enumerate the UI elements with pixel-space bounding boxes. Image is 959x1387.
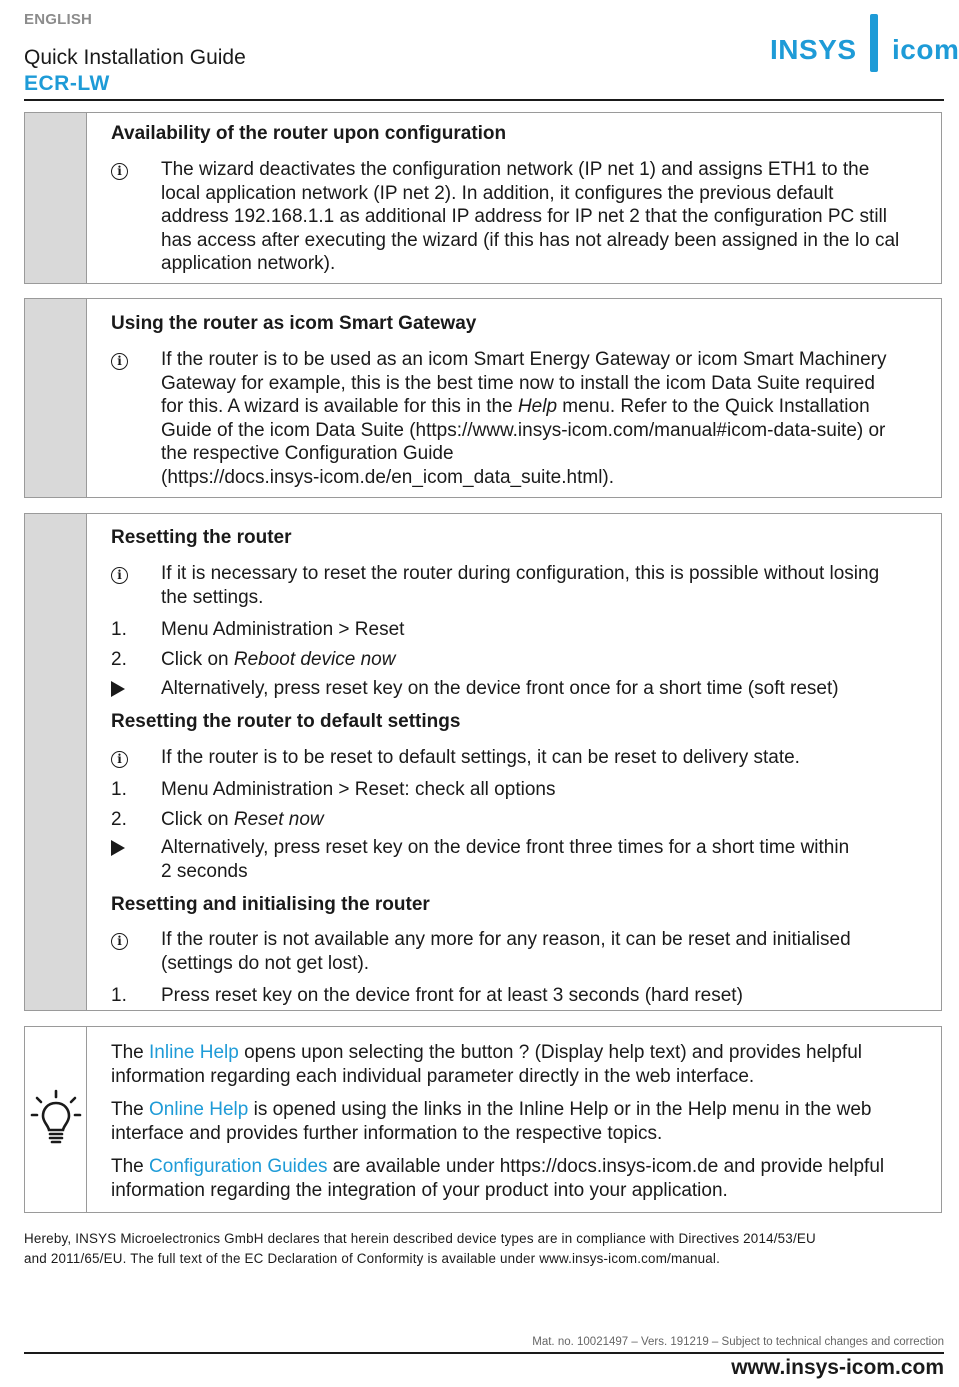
step-number: 2. (111, 649, 127, 670)
reset-info-line: (settings do not get lost). (161, 952, 370, 974)
reset-info-line: If the router is to be reset to default settings, it can be reset to delivery state. (161, 747, 800, 768)
tip-configuration-guides: The Configuration Guides are available under https://docs.insys-icom.de and provide helpful information regarding the integration of your product into your application. (111, 1155, 933, 1202)
info-icon: i (111, 163, 128, 180)
reset-heading: Resetting the router (111, 527, 292, 548)
footer-divider (24, 1352, 944, 1354)
step-text: Menu Administration > Reset (161, 619, 405, 640)
inline-help-link[interactable]: Inline Help (149, 1042, 239, 1063)
step-text: Click on Reset now (161, 809, 324, 830)
resetting-box (24, 513, 942, 1011)
reset-info-line: the settings. (161, 586, 264, 608)
smart-gateway-box (24, 298, 942, 498)
smart-gateway-heading: Using the router as icom Smart Gateway (111, 313, 477, 334)
info-icon: i (111, 933, 128, 950)
step-number: 2. (111, 809, 127, 830)
box-sidebar (25, 1027, 87, 1212)
website-url[interactable]: www.insys-icom.com (731, 1356, 944, 1379)
tips-box (24, 1026, 942, 1213)
alternative-text: 2 seconds (161, 860, 248, 882)
availability-line: address 192.168.1.1 as additional IP address for IP net 2 that the configuration PC still (161, 206, 887, 227)
logo-word-icom: icom (892, 34, 959, 65)
step-text: Click on Reboot device now (161, 649, 396, 670)
conformity-statement (24, 1229, 816, 1269)
tip-line: information regarding each individual parameter directly in the web interface. (111, 1065, 755, 1087)
conformity-line: and 2011/65/EU. The full text of the EC Declaration of Conformity is available under www.insys-icom.com/manual. (24, 1251, 721, 1266)
box-sidebar (25, 299, 87, 497)
smart-gateway-line: the respective Configuration Guide (161, 443, 454, 464)
help-menu-ref: Help (517, 396, 558, 417)
logo-word-insys: INSYS (770, 34, 857, 65)
tip-inline-help: The Inline Help opens upon selecting the button ? (Display help text) and provides helpful information regarding each individual parameter directly in the web interface. (111, 1041, 933, 1088)
box-sidebar (25, 514, 87, 1010)
reset-info-line: If the router is not available any more for any reason, it can be reset and initialised (161, 929, 851, 950)
step-number: 1. (111, 779, 127, 800)
smart-gateway-line: Guide of the icom Data Suite (https://www.insys-icom.com/manual#icom-data-suite) or (161, 419, 886, 441)
info-icon: i (111, 567, 128, 584)
availability-line: has access after executing the wizard (if this has not already been assigned in the lo cal (161, 229, 900, 251)
logo-divider (870, 14, 878, 72)
step-number: 1. (111, 985, 127, 1006)
smart-gateway-line: If the router is to be used as an icom Smart Energy Gateway or icom Smart Machinery (161, 349, 887, 370)
configuration-guides-link[interactable]: Configuration Guides (149, 1156, 328, 1177)
availability-heading: Availability of the router upon configuration (111, 123, 507, 144)
reset-init-heading: Resetting and initialising the router (111, 894, 430, 915)
material-number: Mat. no. 10021497 – Vers. 191219 – Subject to technical changes and correction (532, 1336, 944, 1348)
availability-box (24, 112, 942, 284)
box-sidebar (25, 113, 87, 283)
smart-gateway-line: for this. A wizard is available for this in the Help menu. Refer to the Quick Installation (161, 396, 870, 417)
step-text: Press reset key on the device front for at least 3 seconds (hard reset) (161, 985, 743, 1006)
arrow-right-icon (111, 840, 125, 856)
step-number: 1. (111, 619, 127, 640)
arrow-right-icon (111, 681, 125, 697)
tip-online-help: The Online Help is opened using the links in the Inline Help or in the Help menu in the web interface and provides further information to the respective topics. (111, 1098, 933, 1145)
step-text: Menu Administration > Reset: check all options (161, 779, 556, 800)
product-name: ECR-LW (24, 72, 110, 95)
alternative-text: Alternatively, press reset key on the device front once for a short time (soft reset) (161, 678, 839, 699)
smart-gateway-line: (https://docs.insys-icom.de/en_icom_data_suite.html). (161, 466, 615, 488)
tip-line: information regarding the integration of your product into your application. (111, 1179, 728, 1201)
document-title: Quick Installation Guide (24, 46, 246, 69)
availability-line: application network). (161, 253, 336, 274)
info-icon: i (111, 751, 128, 768)
alternative-text: Alternatively, press reset key on the device front three times for a short time within (161, 837, 850, 858)
availability-line: The wizard deactivates the configuration network (IP net 1) and assigns ETH1 to the (161, 159, 870, 180)
reset-now-ref: Reset now (233, 809, 324, 830)
language-label: ENGLISH (24, 11, 93, 28)
reset-default-heading: Resetting the router to default settings (111, 711, 461, 732)
online-help-link[interactable]: Online Help (149, 1099, 249, 1120)
tip-line: interface and provides further information to the respective topics. (111, 1122, 663, 1144)
lightbulb-icon (31, 1089, 81, 1149)
smart-gateway-line: Gateway for example, this is the best time now to install the icom Data Suite required (161, 372, 875, 394)
availability-line: local application network (IP net 2). In addition, it configures the previous default (161, 182, 834, 204)
info-icon: i (111, 353, 128, 370)
header-divider (24, 99, 944, 101)
insys-icom-logo (770, 14, 959, 72)
reboot-device-ref: Reboot device now (233, 649, 396, 670)
reset-info-line: If it is necessary to reset the router during configuration, this is possible without losing (161, 563, 880, 584)
conformity-line: Hereby, INSYS Microelectronics GmbH declares that herein described device types are in compliance with Directives 2014/53/EU (24, 1231, 816, 1246)
